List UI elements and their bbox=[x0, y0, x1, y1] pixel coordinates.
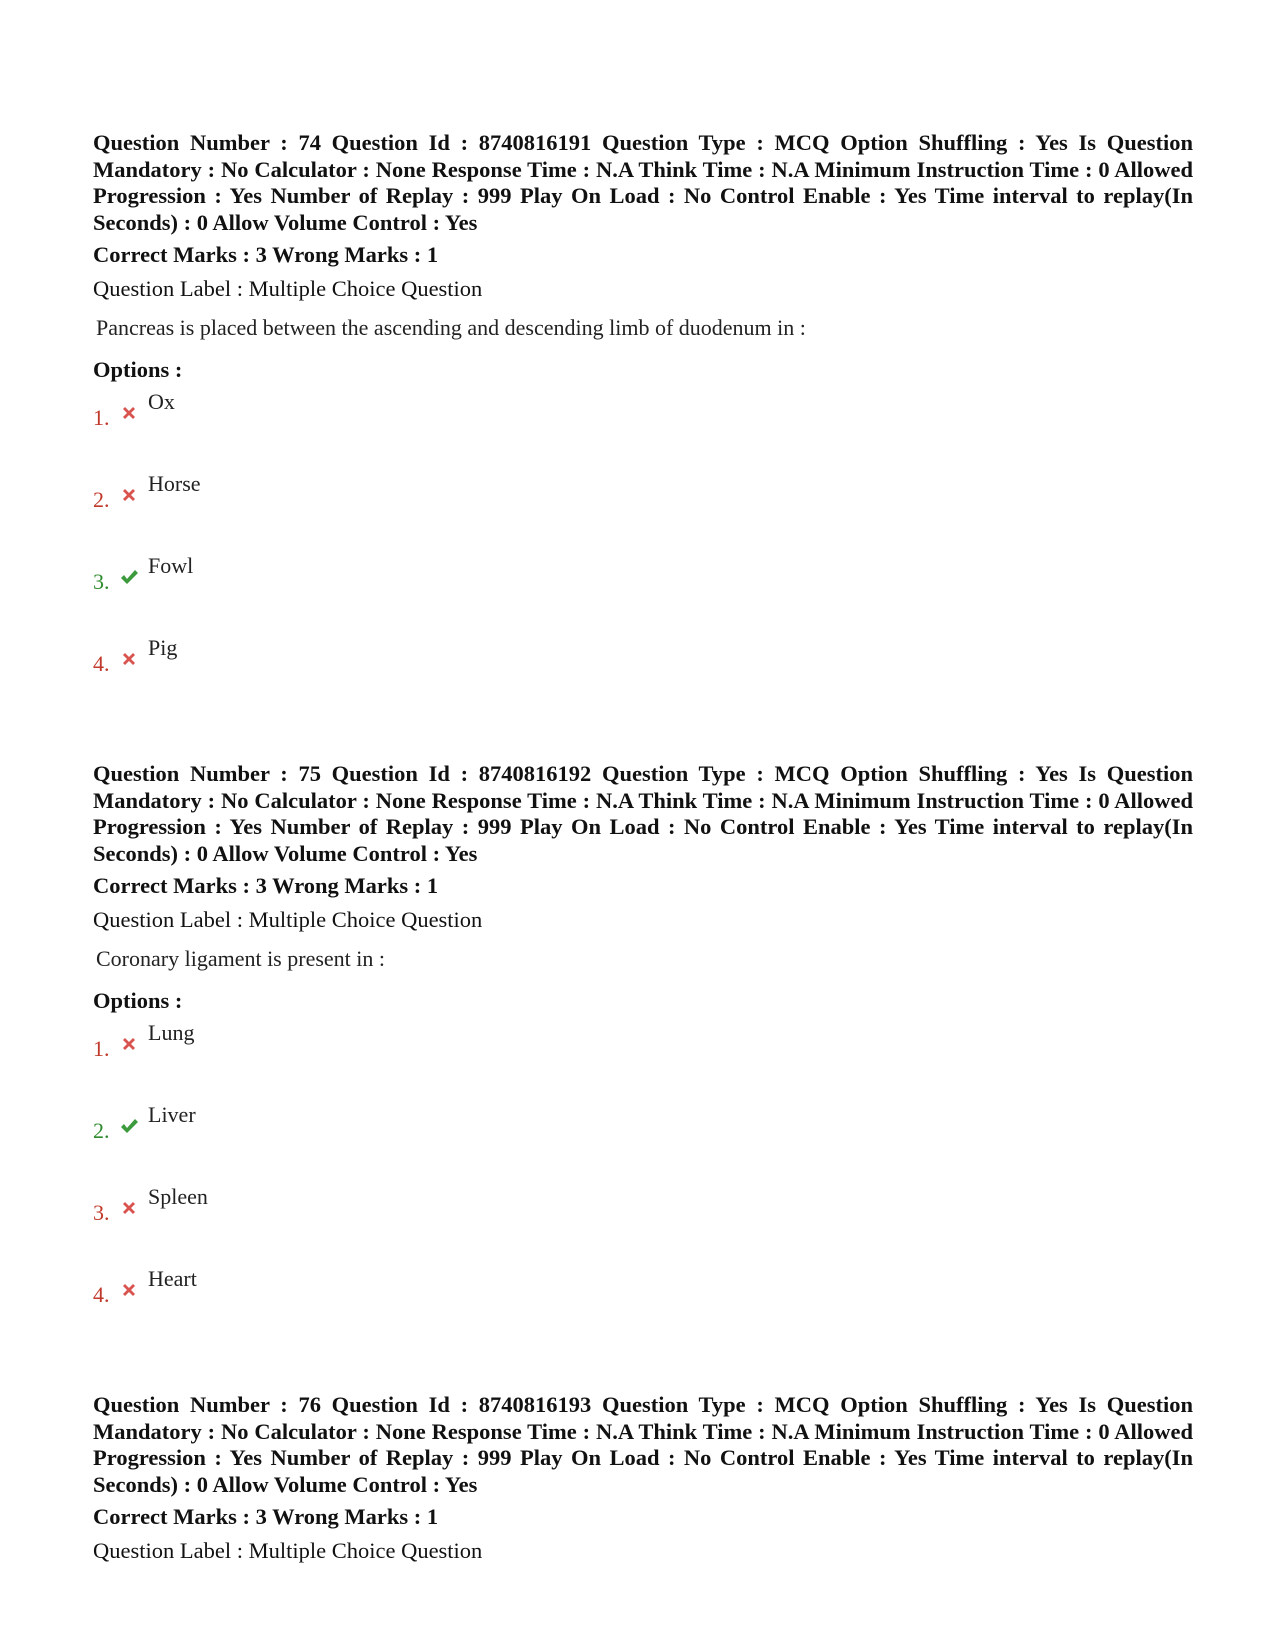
options-heading: Options : bbox=[93, 357, 183, 382]
question-spacer bbox=[93, 1342, 1193, 1392]
option-text: Ox bbox=[148, 389, 175, 414]
option-text: Horse bbox=[148, 471, 201, 496]
cross-icon bbox=[119, 1034, 139, 1054]
question-text: Pancreas is placed between the ascending and descending limb of duodenum in : bbox=[96, 315, 806, 340]
option-4 bbox=[93, 629, 1193, 711]
question-label: Question Label : Multiple Choice Question bbox=[93, 907, 483, 932]
question-marks: Correct Marks : 3 Wrong Marks : 1 bbox=[93, 873, 439, 898]
option-text: Fowl bbox=[148, 553, 194, 578]
option-number: 2. bbox=[93, 487, 110, 512]
question-meta: Question Number : 74 Question Id : 8740816191 Question Type : MCQ Option Shuffling : Yes Is Question Mandatory : No Calculator : None Response Time : N.A Think Time : N.A Minimum Instruction Time : 0 Allowed Progression : Yes Number of Replay : 999 Play On Load : No Control Enable : Yes Time interval to replay(In Seconds) : 0 Allow Volume Control : Yes bbox=[93, 130, 1193, 235]
option-number: 4. bbox=[93, 1282, 110, 1307]
question-meta: Question Number : 76 Question Id : 8740816193 Question Type : MCQ Option Shuffling : Yes Is Question Mandatory : No Calculator : None Response Time : N.A Think Time : N.A Minimum Instruction Time : 0 Allowed Progression : Yes Number of Replay : 999 Play On Load : No Control Enable : Yes Time interval to replay(In Seconds) : 0 Allow Volume Control : Yes bbox=[93, 1392, 1193, 1497]
option-1 bbox=[93, 1014, 1193, 1096]
question-75 bbox=[93, 761, 1193, 1342]
question-marks: Correct Marks : 3 Wrong Marks : 1 bbox=[93, 242, 439, 267]
cross-icon bbox=[119, 403, 139, 423]
check-icon bbox=[119, 1116, 139, 1136]
question-text: Coronary ligament is present in : bbox=[96, 946, 385, 971]
question-74 bbox=[93, 130, 1193, 711]
option-number: 1. bbox=[93, 405, 110, 430]
question-label: Question Label : Multiple Choice Question bbox=[93, 1538, 483, 1563]
question-paper-page bbox=[93, 130, 1193, 1564]
option-4 bbox=[93, 1260, 1193, 1342]
option-number: 4. bbox=[93, 651, 110, 676]
option-2 bbox=[93, 1096, 1193, 1178]
cross-icon bbox=[119, 485, 139, 505]
option-text: Heart bbox=[148, 1266, 197, 1291]
check-icon bbox=[119, 567, 139, 587]
question-label: Question Label : Multiple Choice Question bbox=[93, 276, 483, 301]
question-spacer bbox=[93, 711, 1193, 761]
question-76 bbox=[93, 1392, 1193, 1564]
cross-icon bbox=[119, 1198, 139, 1218]
option-text: Lung bbox=[148, 1020, 195, 1045]
options-heading: Options : bbox=[93, 988, 183, 1013]
option-number: 3. bbox=[93, 1200, 110, 1225]
option-3 bbox=[93, 1178, 1193, 1260]
option-text: Spleen bbox=[148, 1184, 208, 1209]
option-number: 1. bbox=[93, 1036, 110, 1061]
option-text: Liver bbox=[148, 1102, 196, 1127]
option-2 bbox=[93, 465, 1193, 547]
option-3 bbox=[93, 547, 1193, 629]
option-number: 3. bbox=[93, 569, 110, 594]
option-1 bbox=[93, 383, 1193, 465]
cross-icon bbox=[119, 1280, 139, 1300]
option-text: Pig bbox=[148, 635, 178, 660]
option-number: 2. bbox=[93, 1118, 110, 1143]
question-marks: Correct Marks : 3 Wrong Marks : 1 bbox=[93, 1504, 439, 1529]
cross-icon bbox=[119, 649, 139, 669]
question-meta: Question Number : 75 Question Id : 8740816192 Question Type : MCQ Option Shuffling : Yes Is Question Mandatory : No Calculator : None Response Time : N.A Think Time : N.A Minimum Instruction Time : 0 Allowed Progression : Yes Number of Replay : 999 Play On Load : No Control Enable : Yes Time interval to replay(In Seconds) : 0 Allow Volume Control : Yes bbox=[93, 761, 1193, 866]
